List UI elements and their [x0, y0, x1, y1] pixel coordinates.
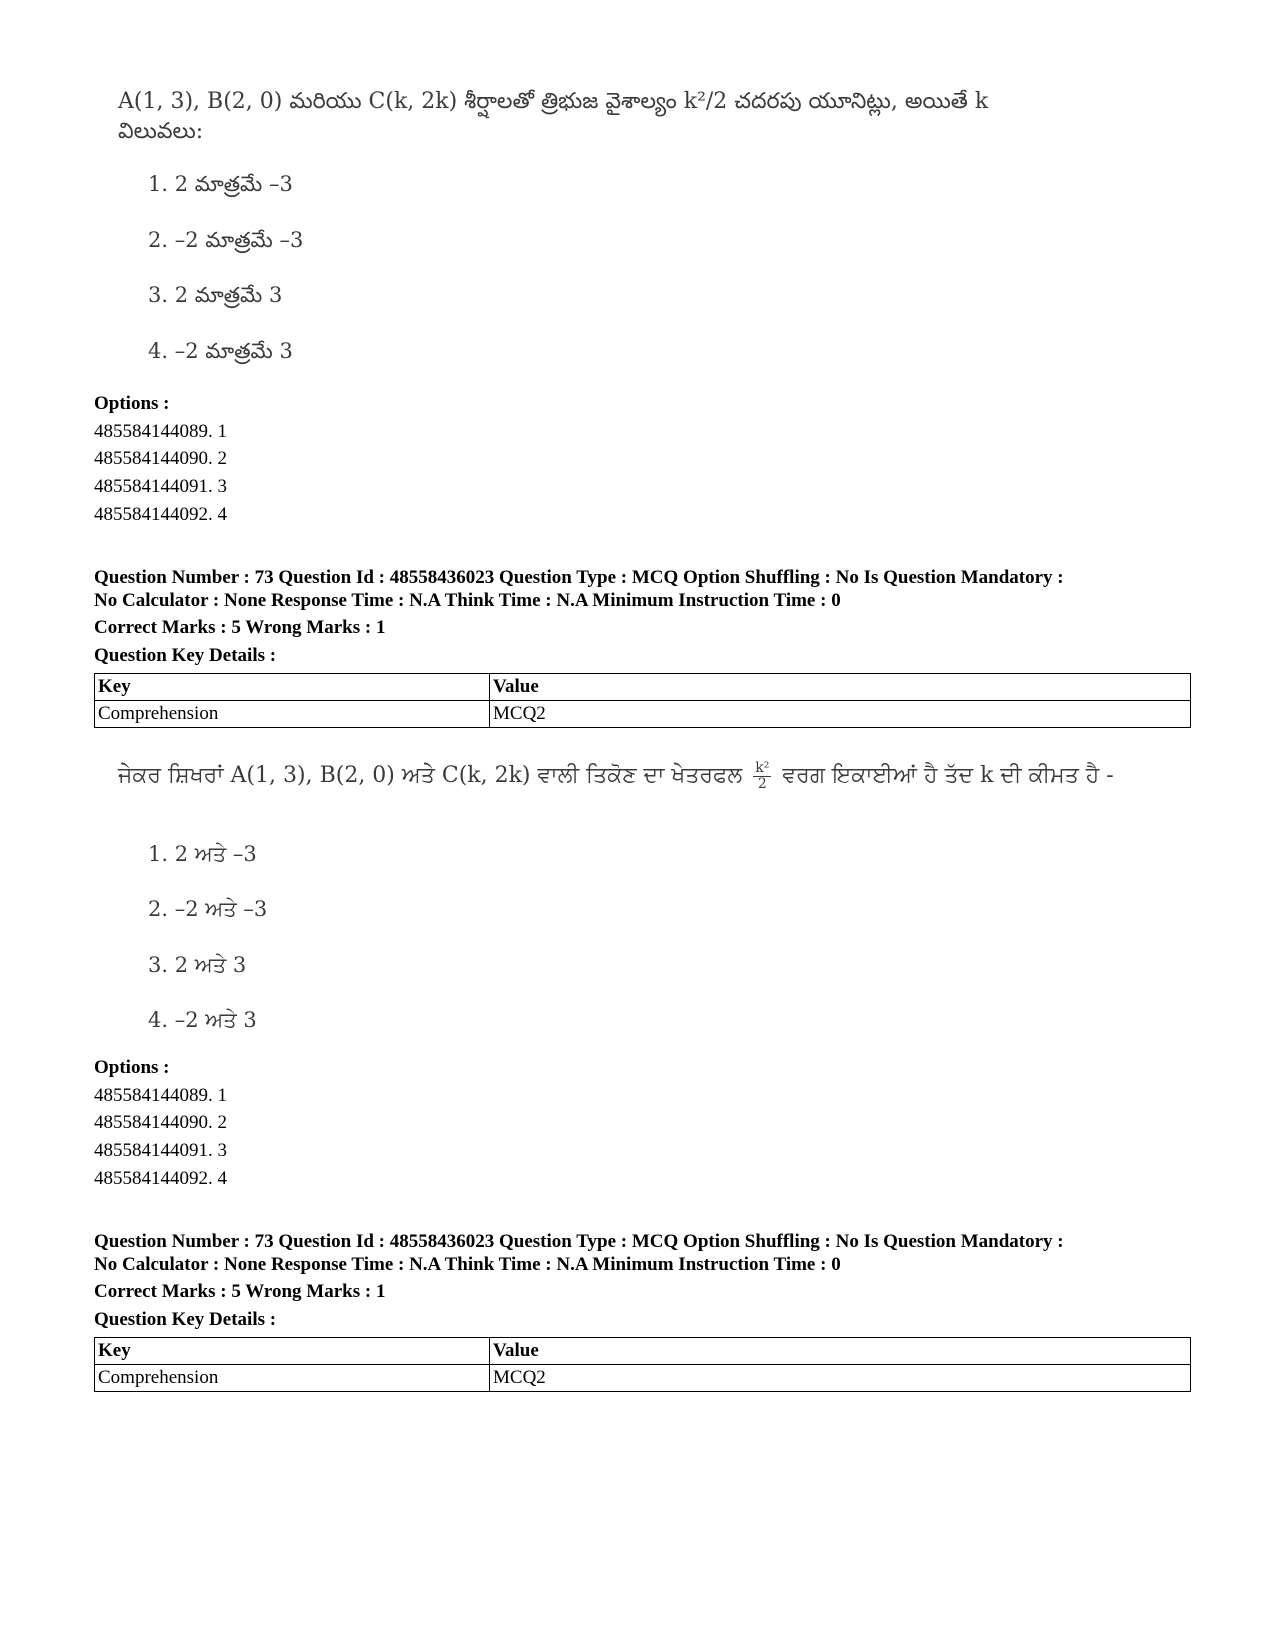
key-details-table	[94, 1337, 1191, 1392]
question-meta-line2: No Calculator : None Response Time : N.A Think Time : N.A Minimum Instruction Time : 0	[94, 1254, 841, 1275]
choice-item: 3. 2 మాత్రమే 3	[148, 283, 283, 307]
marks-line: Correct Marks : 5 Wrong Marks : 1	[94, 1281, 386, 1302]
question-text-line	[118, 760, 1114, 792]
table-header-value: Value	[490, 674, 1191, 701]
table-cell-key: Comprehension	[95, 1365, 490, 1392]
options-label: Options :	[94, 393, 170, 414]
option-item: 485584144089. 1	[94, 421, 227, 442]
options-label: Options :	[94, 1057, 170, 1078]
table-cell-value: MCQ2	[490, 1365, 1191, 1392]
choice-item: 3. 2 ਅਤੇ 3	[148, 953, 247, 977]
table-header-row	[95, 1338, 1191, 1365]
table-row	[95, 701, 1191, 728]
option-item: 485584144091. 3	[94, 1140, 227, 1161]
table-cell-value: MCQ2	[490, 701, 1191, 728]
question-meta-line2: No Calculator : None Response Time : N.A Think Time : N.A Minimum Instruction Time : 0	[94, 590, 841, 611]
table-header-row	[95, 674, 1191, 701]
table-cell-key: Comprehension	[95, 701, 490, 728]
option-item: 485584144092. 4	[94, 504, 227, 525]
option-item: 485584144092. 4	[94, 1168, 227, 1189]
choice-item: 2. –2 మాత్రమే –3	[148, 228, 304, 252]
question-text-before: ਜੇਕਰ ਸ਼ਿਖਰਾਂ A(1, 3), B(2, 0) ਅਤੇ C(k, 2k) ਵਾਲੀ ਤਿਕੋਣ ਦਾ ਖੇਤਰਫਲ	[118, 763, 743, 788]
question-meta-line1: Question Number : 73 Question Id : 48558436023 Question Type : MCQ Option Shuffling : No Is Question Mandatory :	[94, 567, 1064, 588]
choice-item: 1. 2 మాత్రమే –3	[148, 172, 293, 196]
marks-line: Correct Marks : 5 Wrong Marks : 1	[94, 617, 386, 638]
table-header-key: Key	[95, 1338, 490, 1365]
choice-item: 4. –2 మాత్రమే 3	[148, 339, 293, 363]
table-header-key: Key	[95, 674, 490, 701]
question-meta-line1: Question Number : 73 Question Id : 48558436023 Question Type : MCQ Option Shuffling : No Is Question Mandatory :	[94, 1231, 1064, 1252]
table-header-value: Value	[490, 1338, 1191, 1365]
choice-item: 4. –2 ਅਤੇ 3	[148, 1008, 257, 1032]
option-item: 485584144090. 2	[94, 448, 227, 469]
choice-item: 2. –2 ਅਤੇ –3	[148, 897, 268, 921]
question-text-line: విలువలు:	[118, 119, 204, 144]
option-item: 485584144090. 2	[94, 1112, 227, 1133]
option-item: 485584144091. 3	[94, 476, 227, 497]
table-row	[95, 1365, 1191, 1392]
question-text-line: A(1, 3), B(2, 0) మరియు C(k, 2k) శీర్షాలతో త్రిభుజ వైశాల్యం k²/2 చదరపు యూనిట్లు, అయితే k	[118, 89, 989, 114]
key-details-label: Question Key Details :	[94, 645, 277, 666]
key-details-label: Question Key Details :	[94, 1309, 277, 1330]
option-item: 485584144089. 1	[94, 1085, 227, 1106]
fraction-denominator: 2	[757, 775, 767, 792]
key-details-table	[94, 673, 1191, 728]
fraction-numerator: k²	[755, 759, 770, 776]
question-text-after: ਵਰਗ ਇਕਾਈਆਂ ਹੈ ਤੱਦ k ਦੀ ਕੀਮਤ ਹੈ -	[782, 763, 1114, 788]
choice-item: 1. 2 ਅਤੇ –3	[148, 842, 257, 866]
fraction	[753, 761, 771, 792]
